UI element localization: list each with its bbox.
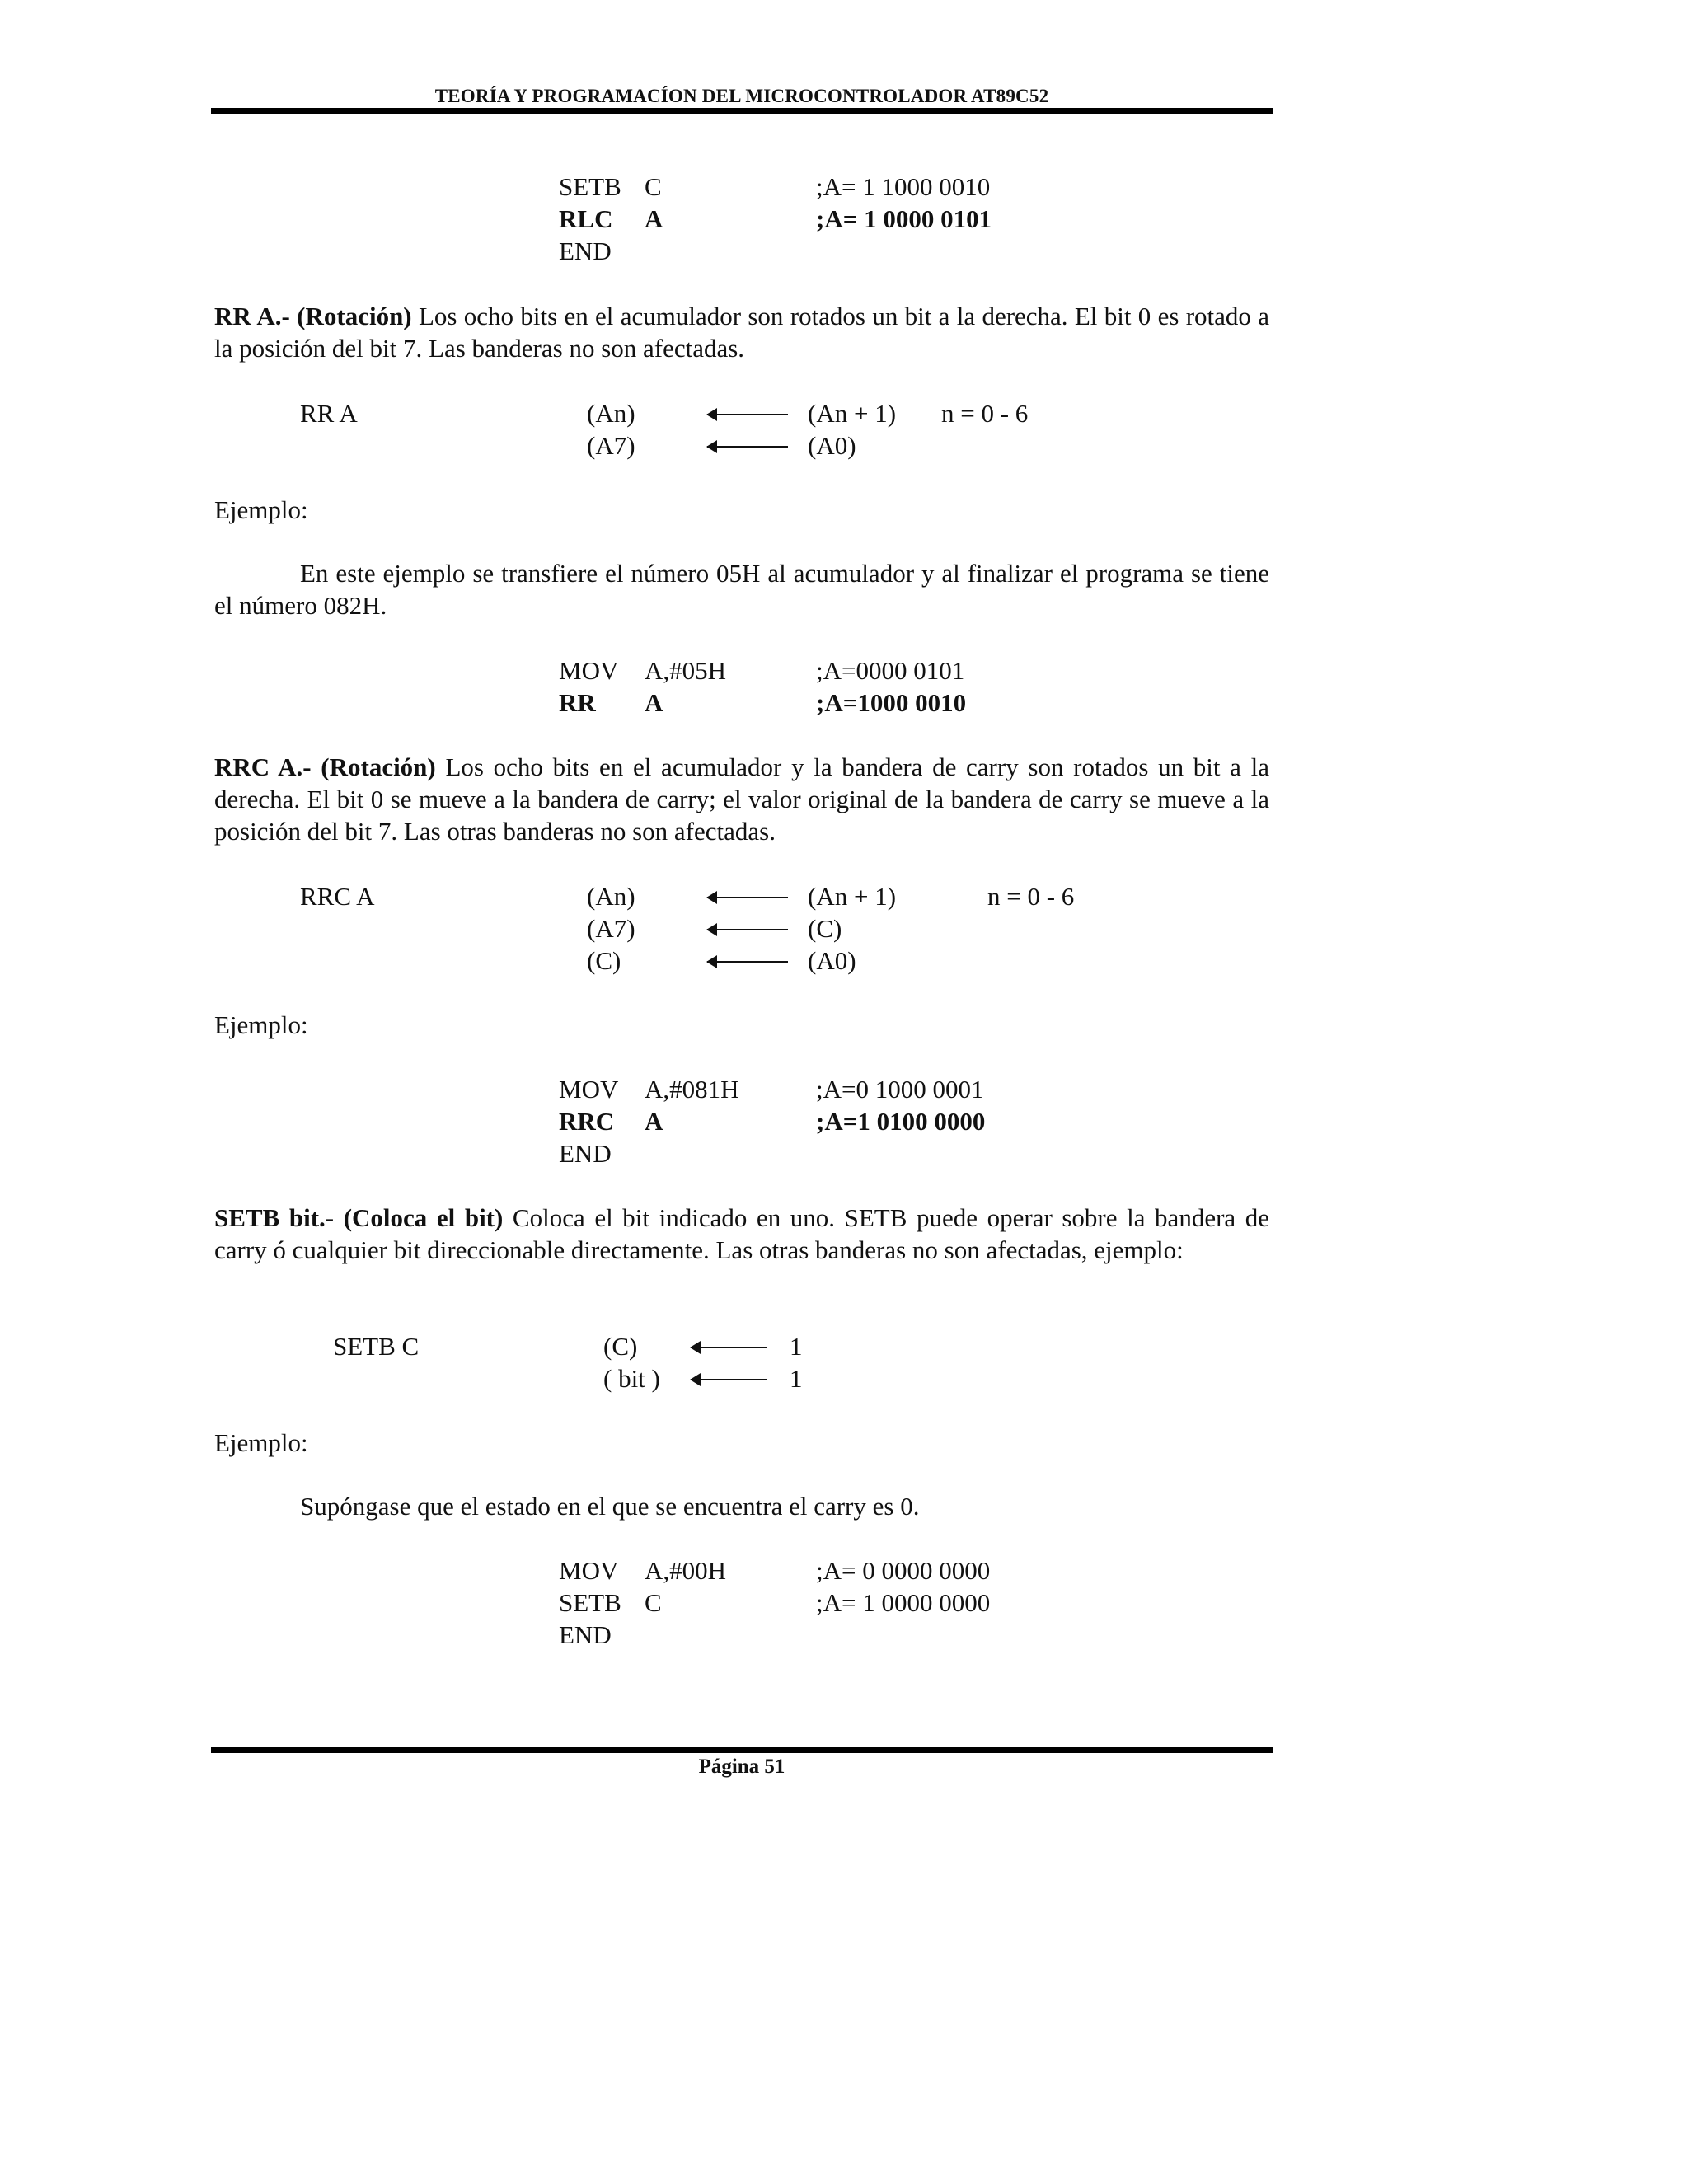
code-comment: ;A=1000 0010 [816, 688, 967, 717]
code-comment: ;A= 0 0000 0000 [816, 1556, 991, 1585]
code-op: SETB [559, 172, 621, 201]
setb-title: SETB bit.- (Coloca el bit) [214, 1203, 504, 1232]
header-rule [211, 108, 1273, 114]
code-op: RLC [559, 204, 613, 233]
setb-label: SETB C [333, 1332, 420, 1361]
code-arg: A,#00H [645, 1556, 727, 1585]
setb-op-dst: (C) [603, 1332, 638, 1361]
left-arrow-icon [707, 961, 788, 963]
code-op: END [559, 1139, 612, 1168]
code-comment: ;A= 1 1000 0010 [816, 172, 991, 201]
code-op: MOV [559, 656, 619, 685]
setb-op-dst: ( bit ) [603, 1364, 660, 1393]
rr-label: RR A [300, 399, 358, 428]
rrc-op-note: n = 0 - 6 [987, 882, 1075, 911]
left-arrow-icon [707, 897, 788, 898]
code-arg: C [645, 172, 662, 201]
rr-op-dst: (An) [587, 399, 635, 428]
setb-op-src: 1 [790, 1364, 803, 1393]
rrc-label: RRC A [300, 882, 375, 911]
footer-rule [211, 1747, 1273, 1753]
example-label: Ejemplo: [214, 1428, 308, 1457]
rrc-op-src: (A0) [808, 946, 856, 975]
left-arrow-icon [691, 1347, 767, 1348]
rrc-title: RRC A.- (Rotación) [214, 752, 436, 781]
rr-op-src: (A0) [808, 431, 856, 460]
rrc-op-src: (An + 1) [808, 882, 897, 911]
page-number: Página 51 [698, 1755, 785, 1778]
rrc-op-dst: (An) [587, 882, 635, 911]
code-arg: A [645, 204, 663, 233]
code-op: RRC [559, 1107, 615, 1136]
code-comment: ;A= 1 0000 0000 [816, 1588, 991, 1617]
rr-text: Los ocho bits en el acumulador son rotados un bit a la derecha. El bit 0 es rotado a la posición del bit 7. Las banderas no son afectadas. [214, 302, 1269, 363]
rrc-description [214, 751, 1269, 847]
rrc-op-dst: (A7) [587, 914, 635, 943]
code-op: MOV [559, 1075, 619, 1104]
code-arg: C [645, 1588, 662, 1617]
rr-description [214, 300, 1269, 364]
setb-description [214, 1202, 1269, 1266]
code-op: RR [559, 688, 596, 717]
code-arg: A [645, 688, 663, 717]
rr-op-src: (An + 1) [808, 399, 897, 428]
rr-title: RR A.- (Rotación) [214, 302, 412, 330]
code-arg: A [645, 1107, 663, 1136]
setb-text: Coloca el bit indicado en uno. SETB puede operar sobre la bandera de carry ó cualquier bit direccionable directamente. Las otras banderas no son afectadas, ejemplo: [214, 1203, 1270, 1264]
left-arrow-icon [707, 929, 788, 930]
code-op: SETB [559, 1588, 621, 1617]
rr-op-dst: (A7) [587, 431, 635, 460]
code-arg: A,#05H [645, 656, 727, 685]
page-header: TEORÍA Y PROGRAMACÍON DEL MICROCONTROLADOR AT89C52 [434, 86, 1049, 106]
rrc-op-src: (C) [808, 914, 842, 943]
left-arrow-icon [707, 414, 788, 415]
setb-example-text: Supóngase que el estado en el que se encuentra el carry es 0. [300, 1492, 920, 1521]
code-arg: A,#081H [645, 1075, 739, 1104]
code-op: MOV [559, 1556, 619, 1585]
example-label: Ejemplo: [214, 1010, 308, 1039]
code-op: END [559, 1620, 612, 1649]
code-comment: ;A=1 0100 0000 [816, 1107, 986, 1136]
rrc-text: Los ocho bits en el acumulador y la bandera de carry son rotados un bit a la derecha. El bit 0 se mueve a la bandera de carry; el valor original de la bandera de carry se mueve a la posición del bit 7. Las otras banderas no son afectadas. [214, 752, 1269, 846]
rrc-op-dst: (C) [587, 946, 621, 975]
rr-op-note: n = 0 - 6 [941, 399, 1029, 428]
code-comment: ;A= 1 0000 0101 [816, 204, 992, 233]
left-arrow-icon [691, 1379, 767, 1380]
left-arrow-icon [707, 446, 788, 448]
code-comment: ;A=0 1000 0001 [816, 1075, 984, 1104]
code-comment: ;A=0000 0101 [816, 656, 965, 685]
code-op: END [559, 237, 612, 265]
setb-op-src: 1 [790, 1332, 803, 1361]
rr-example-text: En este ejemplo se transfiere el número 05H al acumulador y al finalizar el programa se tiene el número 082H. [214, 559, 1269, 620]
example-label: Ejemplo: [214, 495, 308, 524]
